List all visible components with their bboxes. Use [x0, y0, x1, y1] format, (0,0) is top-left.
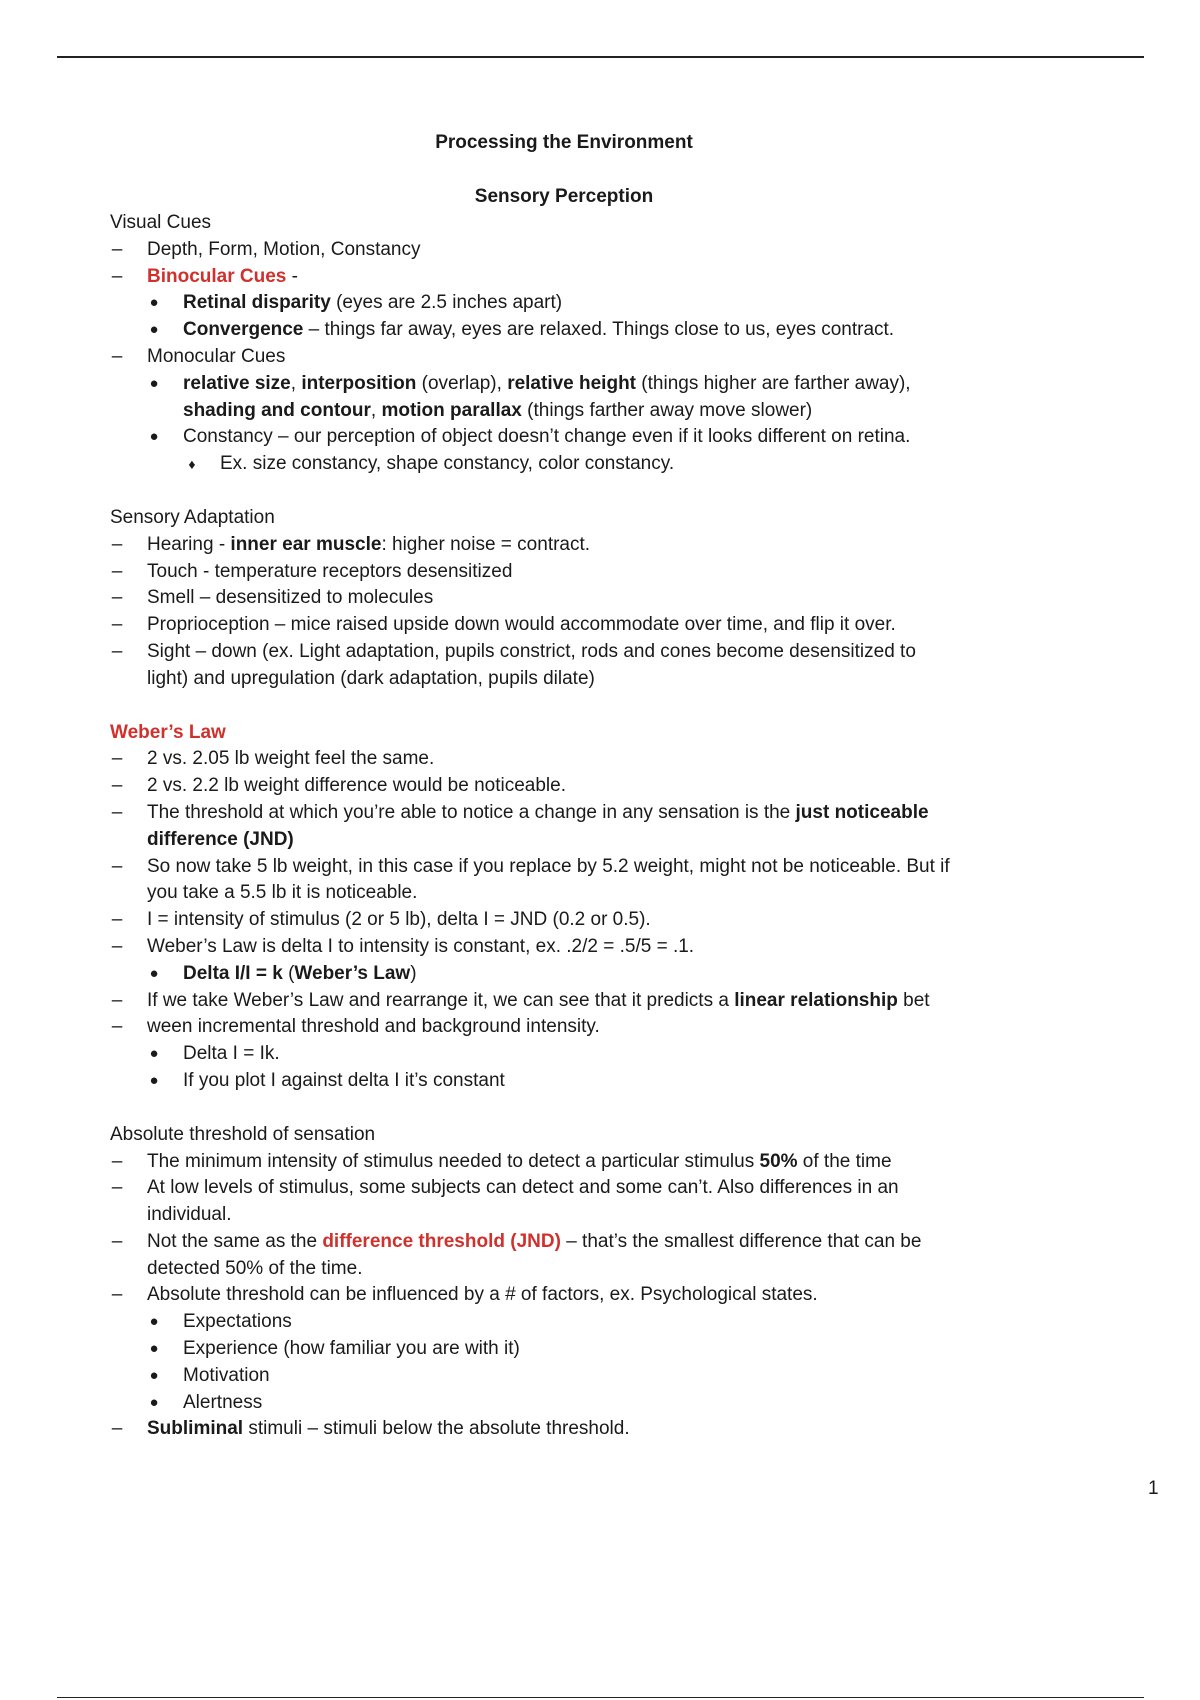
list-item: – If we take Weber’s Law and rearrange it, we can see that it predicts a linear relationship bet [110, 988, 1030, 1015]
list-item-continuation: you take a 5.5 lb it is noticeable. [147, 882, 418, 904]
list-item: – At low levels of stimulus, some subjects can detect and some can’t. Also differences in an [110, 1175, 1030, 1202]
list-item: – Weber’s Law is delta I to intensity is constant, ex. .2/2 = .5/5 = .1. [110, 934, 1030, 961]
dash-marker: – [111, 801, 123, 823]
visual-cues-heading: Visual Cues [110, 212, 212, 233]
dash-marker: – [111, 1016, 123, 1038]
sensory-adaptation-heading: Sensory Adaptation [110, 506, 275, 528]
list-item-continuation: light) and upregulation (dark adaptation, pupils dilate) [147, 667, 595, 689]
header-rule [57, 56, 1144, 58]
list-item: – Hearing - inner ear muscle: higher noise = contract. [110, 532, 1030, 559]
list-item-continuation: shading and contour, motion parallax (things farther away move slower) [183, 399, 813, 421]
bullet-marker: ● [149, 1071, 159, 1089]
list-item: ● Delta I/I = k (Weber’s Law) [110, 961, 1030, 988]
bullet-marker: ● [149, 964, 159, 982]
document-body [110, 130, 1030, 1443]
bullet-marker: ● [149, 374, 159, 392]
dash-marker: – [111, 587, 123, 609]
list-item: ● Experience (how familiar you are with it) [110, 1336, 1030, 1363]
list-item: – Not the same as the difference threshold (JND) – that’s the smallest difference that can be [110, 1229, 1030, 1256]
list-item: – 2 vs. 2.2 lb weight difference would be noticeable. [110, 773, 1030, 800]
dash-marker: – [111, 238, 123, 260]
list-item: – ween incremental threshold and background intensity. [110, 1014, 1030, 1041]
dash-marker: – [111, 1284, 123, 1306]
list-item: – Proprioception – mice raised upside down would accommodate over time, and flip it over. [110, 612, 1030, 639]
list-item: – Binocular Cues - [110, 264, 1030, 291]
dash-marker: – [111, 1230, 123, 1252]
dash-marker: – [111, 640, 123, 662]
list-item: – Touch - temperature receptors desensitized [110, 559, 1030, 586]
dash-marker: – [111, 775, 123, 797]
dash-marker: – [111, 748, 123, 770]
list-item: – Monocular Cues [110, 344, 1030, 371]
webers-law-heading: Weber’s Law [110, 721, 226, 743]
bullet-marker: ● [149, 1045, 159, 1063]
list-item: – Smell – desensitized to molecules [110, 585, 1030, 612]
bullet-marker: ● [149, 1340, 159, 1358]
list-item-continuation: individual. [147, 1204, 232, 1226]
list-item: ● Expectations [110, 1309, 1030, 1336]
list-item: – Subliminal stimuli – stimuli below the absolute threshold. [110, 1416, 1030, 1443]
list-item-continuation: detected 50% of the time. [147, 1257, 363, 1279]
dash-marker: – [111, 345, 123, 367]
list-item: – The minimum intensity of stimulus needed to detect a particular stimulus 50% of the time [110, 1149, 1030, 1176]
bullet-marker: ● [149, 428, 159, 446]
dash-marker: – [111, 265, 123, 287]
bullet-marker: ● [149, 294, 159, 312]
footer-rule [57, 1697, 1144, 1698]
list-item: ● relative size, interposition (overlap), relative height (things higher are farther away), [110, 371, 1030, 398]
bullet-marker: ● [149, 321, 159, 339]
list-item: – Depth, Form, Motion, Constancy [110, 237, 1030, 264]
bullet-marker: ● [149, 1393, 159, 1411]
dash-marker: – [111, 533, 123, 555]
dash-marker: – [111, 935, 123, 957]
dash-marker: – [111, 989, 123, 1011]
list-item: ♦ Ex. size constancy, shape constancy, color constancy. [110, 451, 1030, 478]
dash-marker: – [111, 1418, 123, 1440]
list-item: ● If you plot I against delta I it’s constant [110, 1068, 1030, 1095]
list-item: – Absolute threshold can be influenced by a # of factors, ex. Psychological states. [110, 1282, 1030, 1309]
dash-marker: – [111, 1177, 123, 1199]
list-item: ● Retinal disparity (eyes are 2.5 inches apart) [110, 290, 1030, 317]
list-item: – Sight – down (ex. Light adaptation, pupils constrict, rods and cones become desensitized to [110, 639, 1030, 666]
list-item: – So now take 5 lb weight, in this case if you replace by 5.2 weight, might not be noticeable. But if [110, 854, 1030, 881]
page-number: 1 [1148, 1478, 1159, 1499]
bullet-marker: ● [149, 1313, 159, 1331]
diamond-marker: ♦ [188, 456, 196, 473]
section-title: Sensory Perception [474, 186, 654, 207]
dash-marker: – [111, 614, 123, 636]
list-item: – The threshold at which you’re able to notice a change in any sensation is the just noticeable [110, 800, 1030, 827]
list-item: ● Motivation [110, 1363, 1030, 1390]
dash-marker: – [111, 560, 123, 582]
list-item: ● Constancy – our perception of object doesn’t change even if it looks different on retina. [110, 424, 1030, 451]
list-item: ● Delta I = Ik. [110, 1041, 1030, 1068]
absolute-threshold-heading: Absolute threshold of sensation [110, 1123, 376, 1145]
list-item: ● Convergence – things far away, eyes are relaxed. Things close to us, eyes contract. [110, 317, 1030, 344]
dash-marker: – [111, 855, 123, 877]
list-item: – 2 vs. 2.05 lb weight feel the same. [110, 746, 1030, 773]
list-item-continuation: difference (JND) [147, 828, 294, 850]
dash-marker: – [111, 1150, 123, 1172]
binocular-cues-label: Binocular Cues [147, 265, 287, 287]
bullet-marker: ● [149, 1366, 159, 1384]
dash-marker: – [111, 909, 123, 931]
page-title: Processing the Environment [435, 132, 693, 153]
list-item: – I = intensity of stimulus (2 or 5 lb), delta I = JND (0.2 or 0.5). [110, 907, 1030, 934]
list-item: ● Alertness [110, 1390, 1030, 1417]
